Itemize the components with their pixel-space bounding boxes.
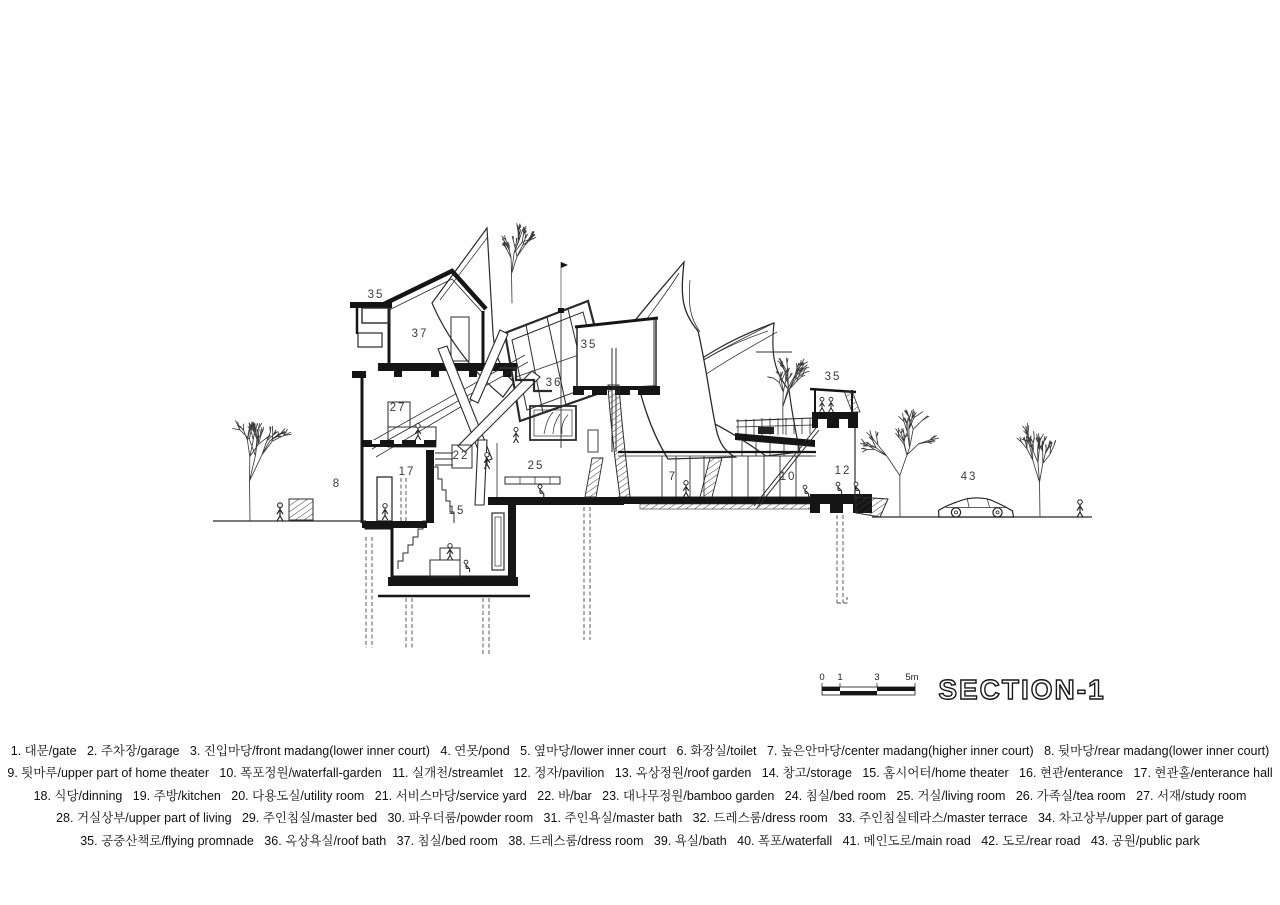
drawing-number-label: 10 <box>779 471 797 483</box>
legend-line-2: 9. 툇마루/upper part of home theater 10. 폭포정원/waterfall-garden 11. 실개천/streamlet 12. 정자/pavilion 13. 옥상정원/roof garden 14. 창고/storage 15. 홈시어터/home theater 16. 현관/enterance 17. 현관홀/enterance hall <box>7 766 1273 781</box>
drawing-number-label: 35 <box>367 289 385 301</box>
drawing-number-label: 22 <box>452 450 470 462</box>
scale-label-0: 0 <box>819 672 825 683</box>
drawing-number-label: 12 <box>834 465 852 477</box>
drawing-number-label: 36 <box>545 377 563 389</box>
drawing-number-label: 25 <box>527 460 545 472</box>
drawing-number-label: 35 <box>824 371 842 383</box>
scale-label-1: 1 <box>837 672 843 683</box>
legend-line-4: 28. 거실상부/upper part of living 29. 주인침실/master bed 30. 파우더룸/powder room 31. 주인욕실/master bath 32. 드레스룸/dress room 33. 주인침실테라스/master terrace 34. 차고상부/upper part of garage <box>56 811 1224 826</box>
drawing-number-label: 43 <box>960 471 978 483</box>
bare-tree <box>502 224 536 304</box>
scale-bar <box>819 672 918 695</box>
drawing-number-label: 27 <box>389 402 407 414</box>
drawing-number-label: 37 <box>411 328 429 340</box>
section-title: SECTION-1 <box>938 674 1106 705</box>
drawing-number-label: 17 <box>398 466 416 478</box>
scale-label-5m: 5m <box>905 672 919 683</box>
drawing-number-label: 35 <box>580 339 598 351</box>
car <box>939 498 1014 517</box>
bare-tree <box>1017 423 1056 517</box>
legend-line-5: 35. 공중산책로/flying promnade 36. 옥상욕실/roof bath 37. 침실/bed room 38. 드레스룸/dress room 39. 욕실/bath 40. 폭포/waterfall 41. 메인도로/main road 42. 도로/rear road 43. 공원/public park <box>80 833 1200 848</box>
drawing-number-label: 7 <box>668 471 678 483</box>
legend-line-1: 1. 대문/gate 2. 주차장/garage 3. 진입마당/front madang(lower inner court) 4. 연못/pond 5. 옆마당/lower inner court 6. 화장실/toilet 7. 높은안마당/center madang(higher inner court) 8. 뒷마당/rear madang(lower inner court) <box>10 744 1270 758</box>
drawing-number-label: 15 <box>448 505 466 517</box>
legend-line-3: 18. 식당/dinning 19. 주방/kitchen 20. 다용도실/utility room 21. 서비스마당/service yard 22. 바/bar 23. 대나무정원/bamboo garden 24. 침실/bed room 25. 거실/living room 26. 가족실/tea room 27. 서재/study room <box>33 788 1247 803</box>
scale-label-3: 3 <box>874 672 880 683</box>
room-legend <box>0 740 1280 852</box>
drawing-number-label: 8 <box>332 478 342 490</box>
